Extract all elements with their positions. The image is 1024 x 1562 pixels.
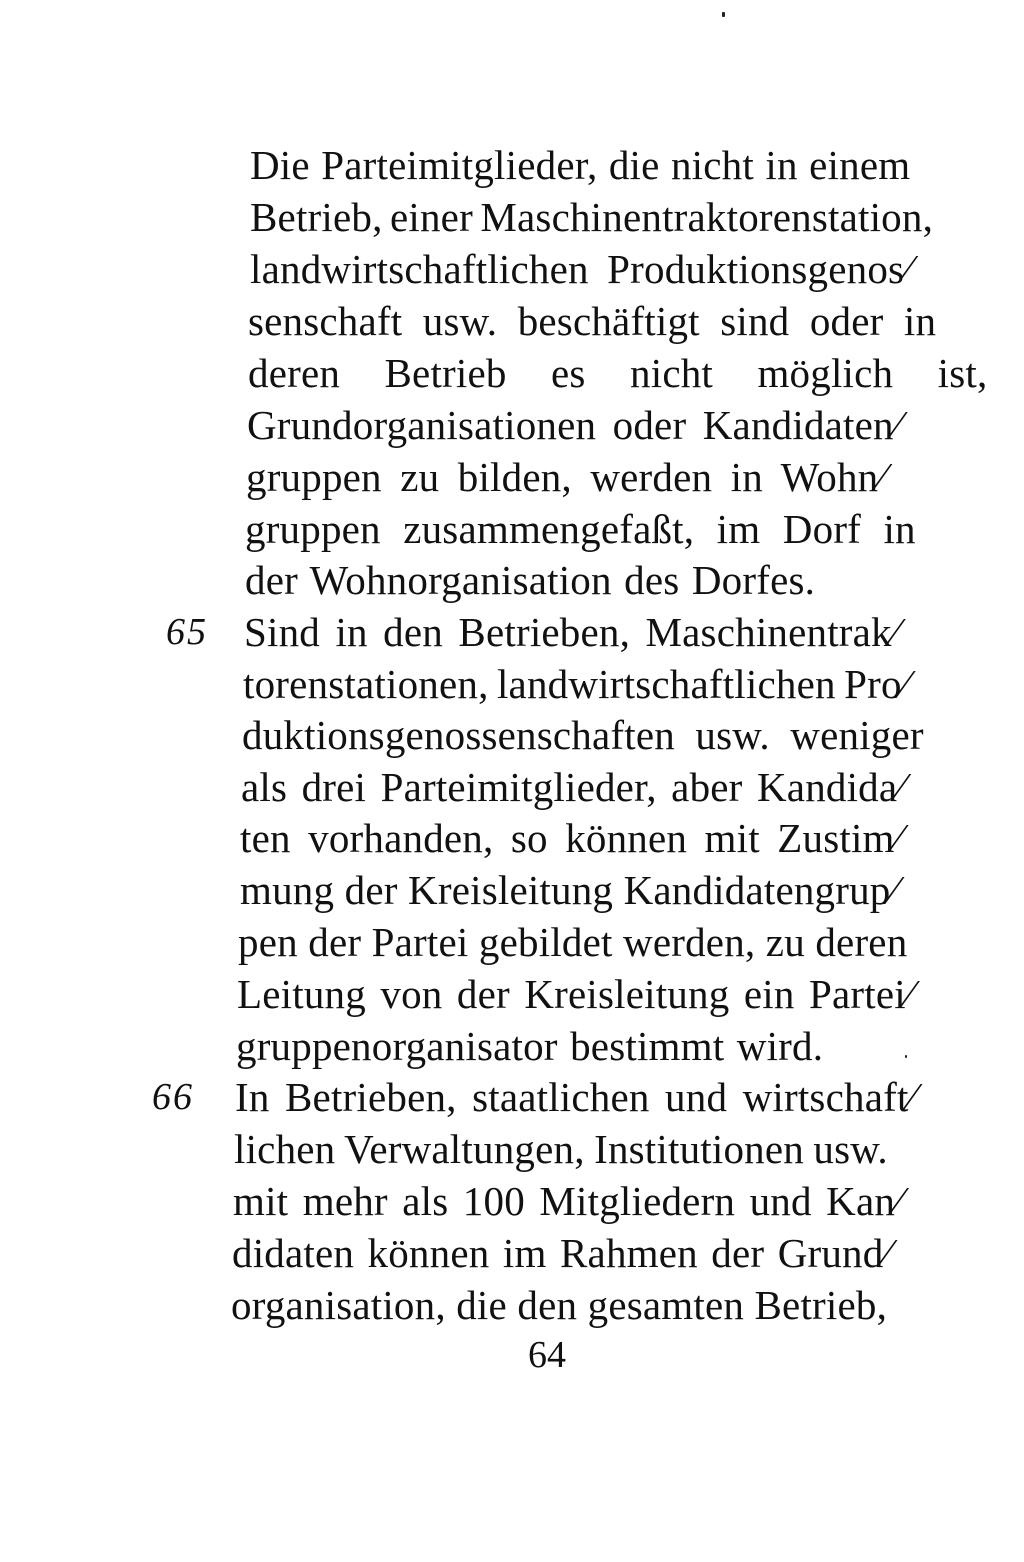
text-line: organisation, die den gesamten Betrieb, [231,1282,888,1328]
text-line: gruppen zu bilden, werden in Wohn⁄ [246,454,886,500]
text-line: senschaft usw. beschäftigt sind oder in [248,298,937,344]
text-line: landwirtschaftlichen Produktionsgenos⁄ [250,246,912,292]
text-line: lichen Verwaltungen, Institutionen usw. [234,1126,888,1172]
text-line: In Betrieben, staatlichen und wirtschaft⁄ [235,1074,916,1120]
print-speck [905,1055,907,1058]
text-line: gruppenorganisator bestimmt wird. [236,1023,824,1069]
text-line: der Wohnorganisation des Dorfes. [245,557,816,603]
text-line: mit mehr als 100 Mitgliedern und Kan⁄ [233,1178,903,1224]
text-line: didaten können im Rahmen der Grund⁄ [232,1230,891,1276]
text-line: als drei Parteimitglieder, aber Kandida⁄ [241,764,905,810]
text-line: deren Betrieb es nicht möglich ist, [248,350,988,396]
section-number-66: 66 [152,1076,194,1118]
text-line: mung der Kreisleitung Kandidatengrup⁄ [240,867,898,913]
text-line: Betrieb, einer Maschinentraktorenstation, [250,194,934,240]
text-line: Sind in den Betrieben, Maschinentrak⁄ [244,609,899,655]
text-line: gruppen zusammengefaßt, im Dorf in [245,506,916,552]
print-speck [722,12,725,17]
text-line: Grundorganisationen oder Kandidaten⁄ [247,402,901,448]
text-line: ten vorhanden, so können mit Zustim⁄ [240,815,902,861]
text-line: pen der Partei gebildet werden, zu deren [238,919,908,965]
text-line: Leitung von der Kreisleitung ein Partei⁄ [237,971,913,1017]
text-line: duktionsgenossenschaften usw. weniger [242,712,924,758]
text-line: Die Parteimitglieder, die nicht in einem [250,142,911,188]
page-number: 64 [528,1334,566,1376]
section-number-65: 65 [166,611,208,653]
text-line: torenstationen, landwirtschaftlichen Pro⁄ [243,661,909,707]
